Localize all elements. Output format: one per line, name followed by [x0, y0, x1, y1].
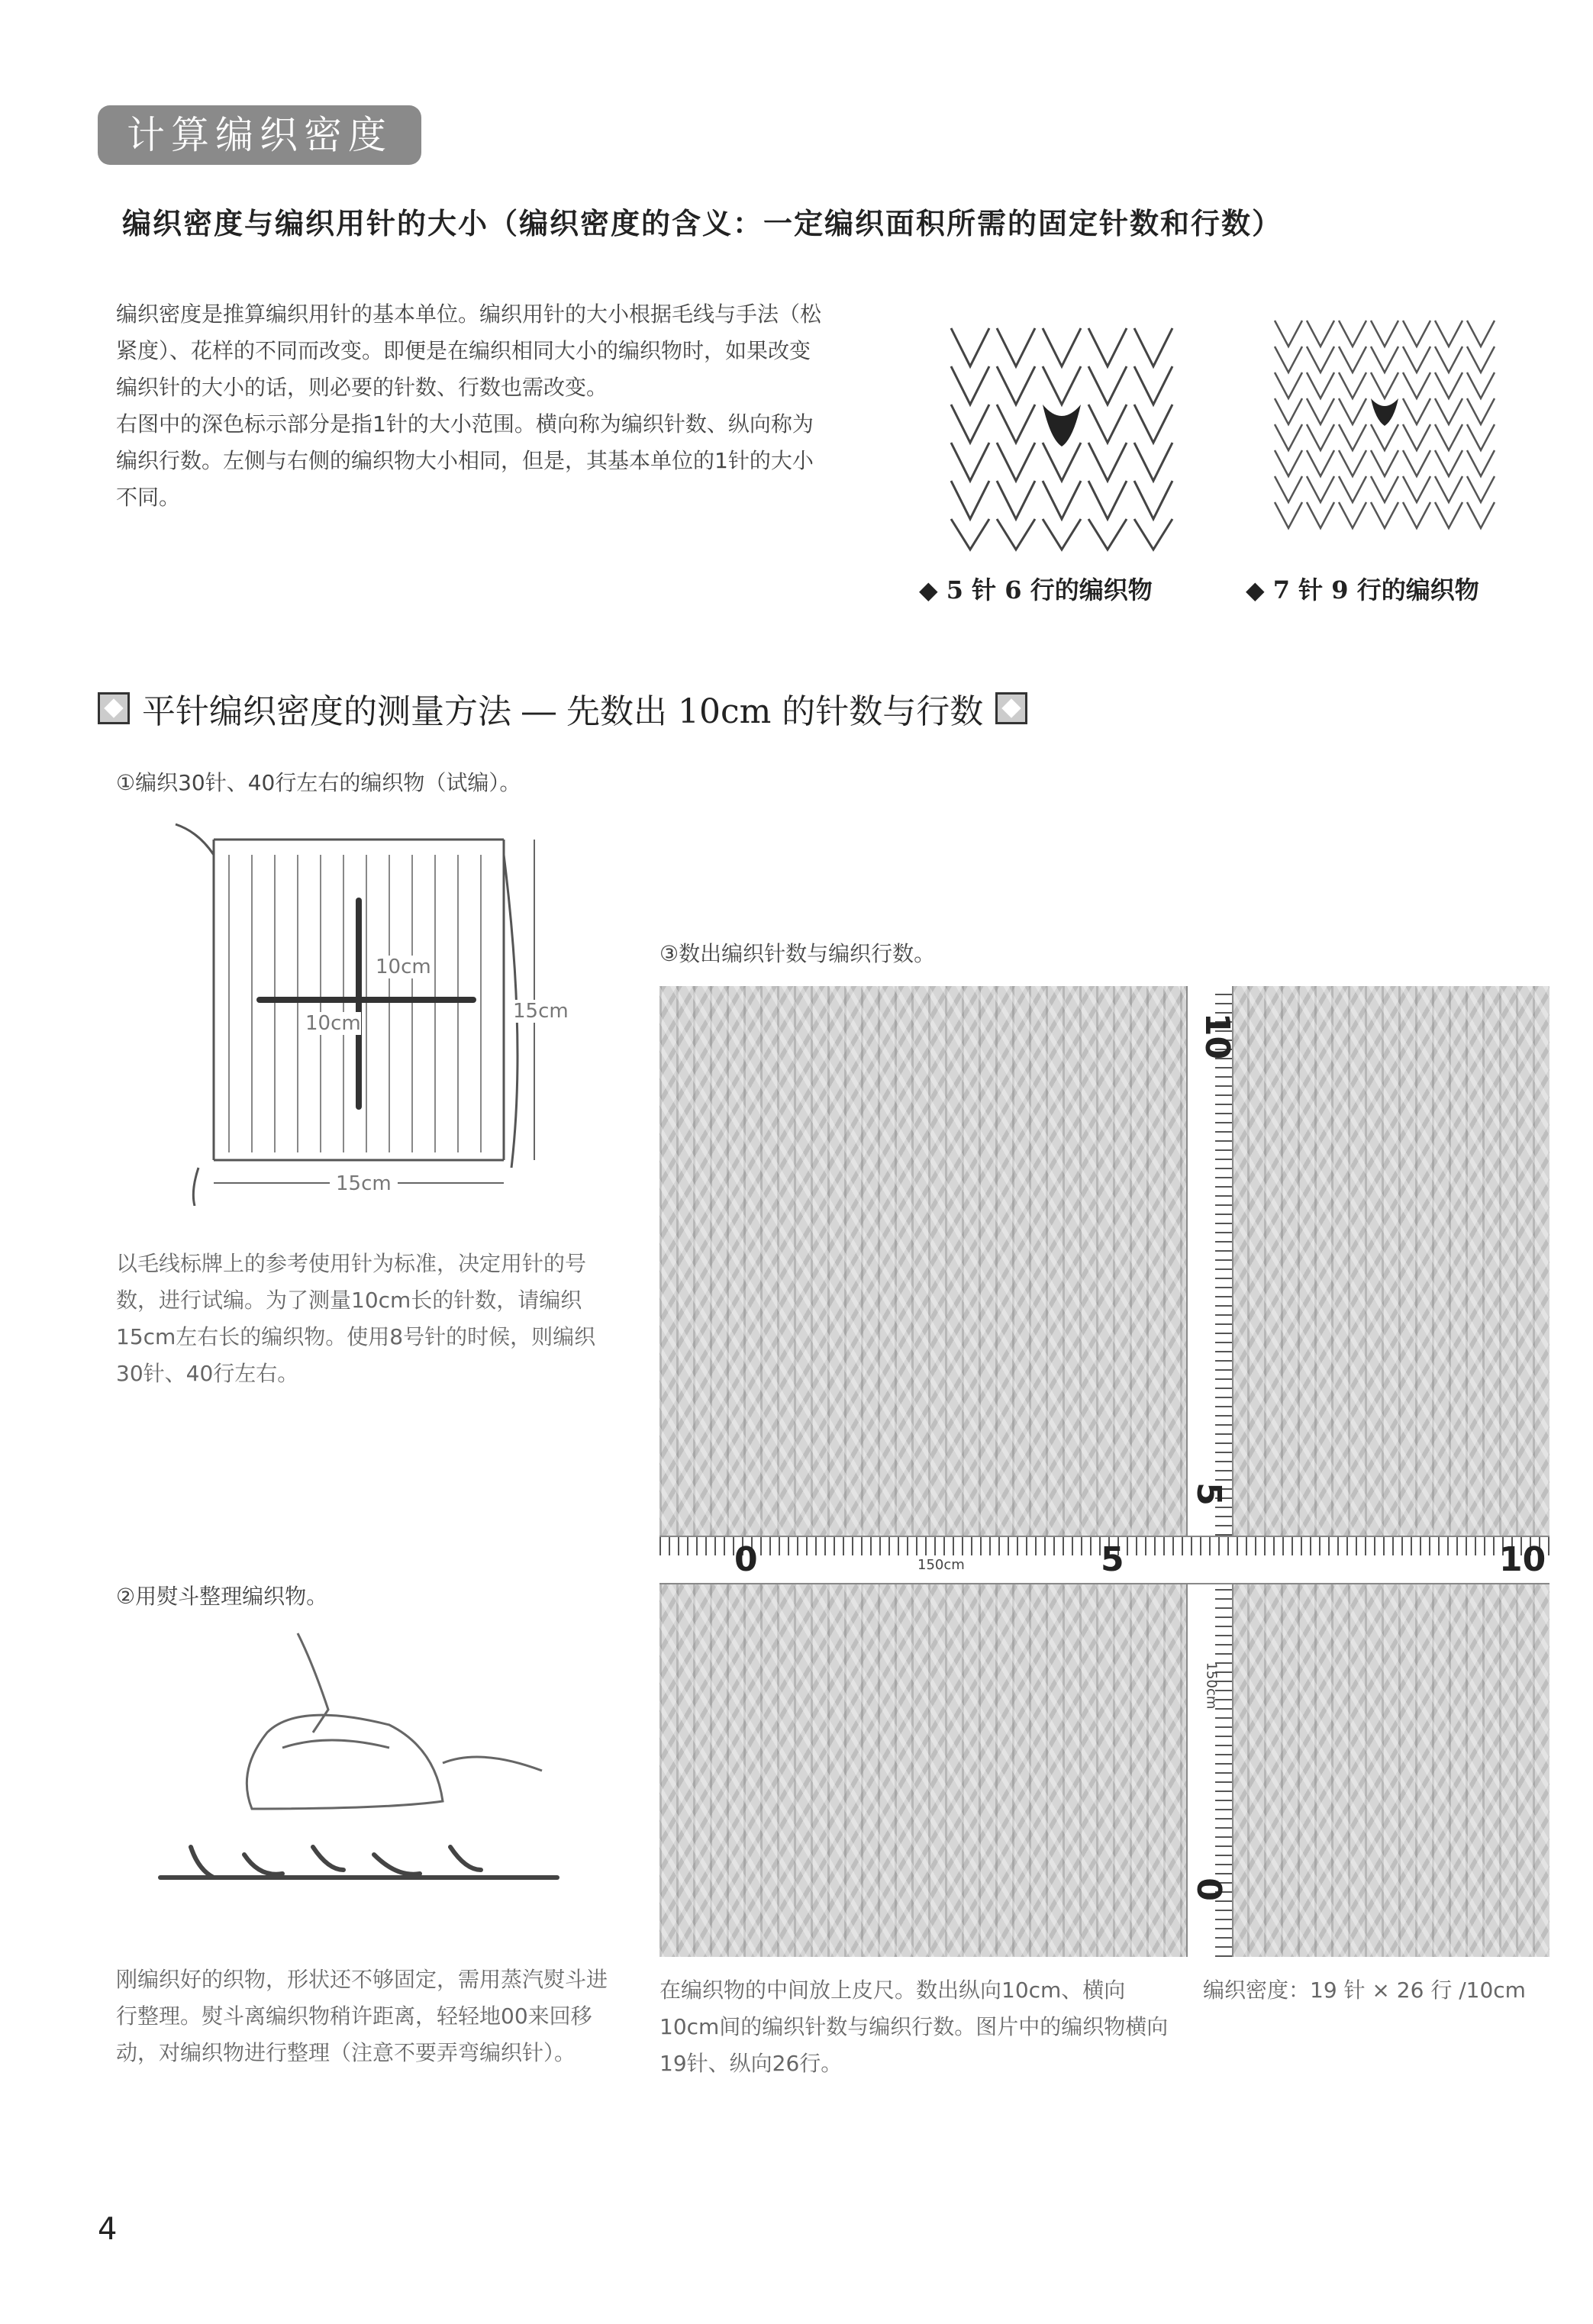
diamond-bullet-icon: [98, 692, 130, 724]
ruler-h-label-0: 0: [734, 1540, 758, 1579]
dim-right: 15cm: [513, 1000, 569, 1023]
steam-iron-sketch: [145, 1618, 572, 1939]
ruler-v-label-5: 5: [1188, 1482, 1228, 1506]
intro-paragraph-1: 编织密度是推算编织用针的基本单位。编织用针的大小根据毛线与手法（松紧度）、花样的不同而改变。即便是在编织相同大小的编织物时，如果改变编织针的大小的话，则必要的针数、行数也需改变。: [116, 301, 822, 400]
swatch-right-caption: ◆ 7 针 9 行的编织物: [1246, 575, 1479, 604]
step-2-label: ②用熨斗整理编织物。: [116, 1584, 328, 1609]
ruler-v-label-0: 0: [1188, 1878, 1228, 1901]
step-3-text: 在编织物的中间放上皮尺。数出纵向10cm、横向10cm间的编织针数与编织行数。图片中的编织物横向19针、纵向26行。: [659, 1977, 1169, 2076]
gauge-result: 编织密度：19 针 × 26 行 /10cm: [1203, 1977, 1526, 2003]
dim-bottom: 15cm: [330, 1172, 398, 1195]
ruler-h-label-10: 10: [1499, 1540, 1546, 1579]
step-2-text: 刚编织好的织物，形状还不够固定，需用蒸汽熨斗进行整理。熨斗离编织物稍许距离，轻轻地00来回移动，对编织物进行整理（注意不要弄弯编织针）。: [116, 1967, 608, 2065]
ruler-h-label-5: 5: [1101, 1540, 1124, 1579]
swatch-left-caption: ◆ 5 针 6 行的编织物: [919, 575, 1153, 604]
dim-inner-horizontal: 10cm: [305, 1012, 361, 1035]
step-3-label: ③数出编织针数与编织行数。: [659, 941, 936, 966]
section-badge: 计算编织密度: [98, 105, 421, 165]
step-1-text: 以毛线标牌上的参考使用针为标准，决定用针的号数，进行试编。为了测量10cm长的针数，请编织15cm左右长的编织物。使用8号针的时候，则编织30针、40行左右。: [116, 1251, 596, 1386]
page-number: 4: [98, 2212, 118, 2247]
section-title: 平针编织密度的测量方法 ― 先数出 10cm 的针数与行数: [142, 692, 984, 731]
ruler-v-unit: 150cm: [1203, 1662, 1220, 1710]
swatch-7x9-illustration: [1259, 305, 1504, 557]
intro-text: [116, 296, 826, 516]
subheading: 编织密度与编织用针的大小（编织密度的含义：一定编织面积所需的固定针数和行数）: [122, 206, 1283, 240]
ruler-v-label-10: 10: [1198, 1012, 1237, 1060]
knit-fabric-photo: [659, 986, 1549, 1957]
diamond-bullet-icon: [995, 692, 1027, 724]
intro-paragraph-2: 右图中的深色标示部分是指1针的大小范围。横向称为编织针数、纵向称为编织行数。左侧与右侧的编织物大小相同，但是，其基本单位的1针的大小不同。: [116, 411, 814, 510]
section-title-row: [98, 684, 1204, 733]
ruler-h-unit: 150cm: [917, 1557, 965, 1573]
swatch-5x6-illustration: [928, 305, 1188, 557]
dim-inner-vertical: 10cm: [376, 956, 431, 978]
vertical-tape-measure: [1186, 986, 1233, 1957]
test-swatch-sketch: [168, 809, 565, 1206]
step-1-label: ①编织30针、40行左右的编织物（试编）。: [116, 770, 521, 795]
